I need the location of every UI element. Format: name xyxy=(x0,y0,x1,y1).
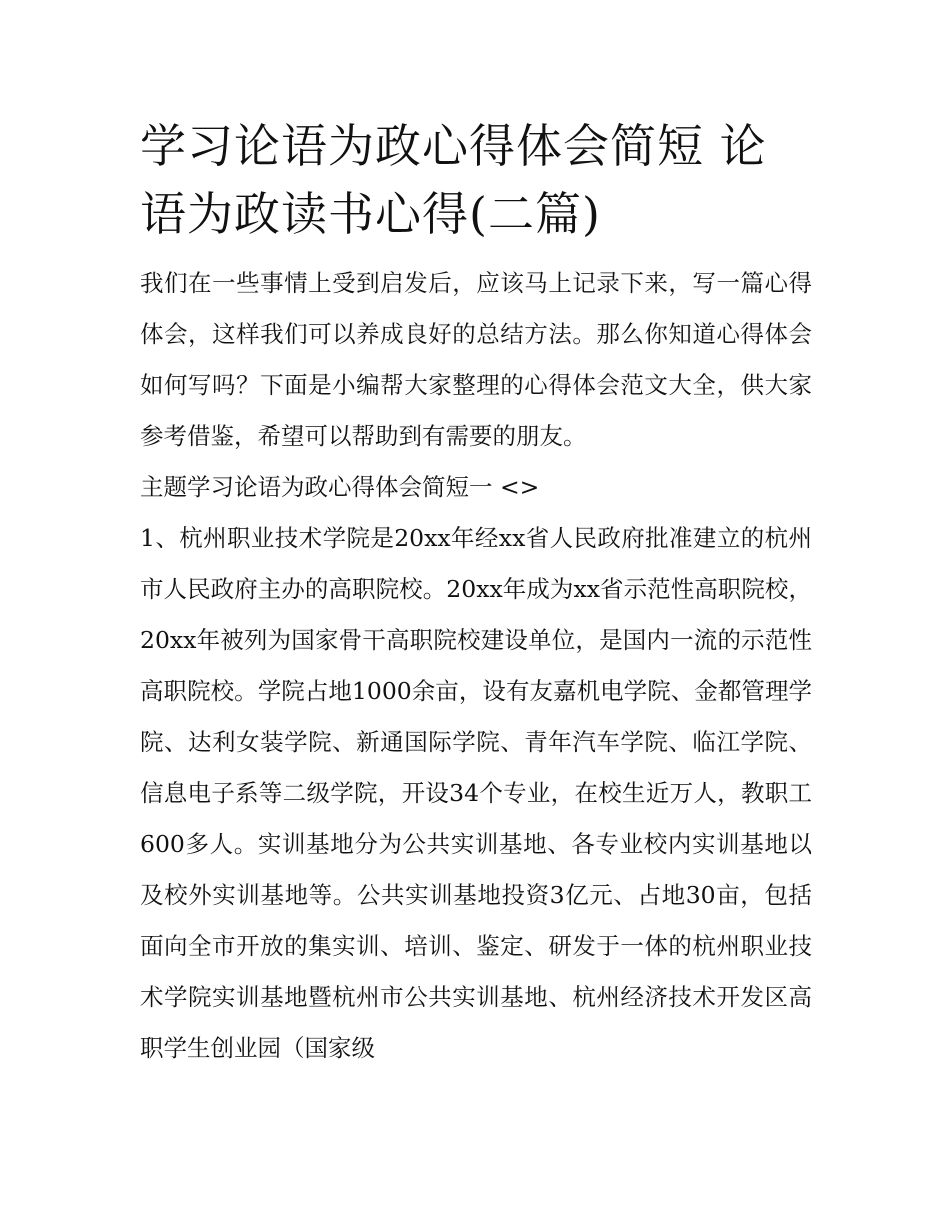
section-heading: 主题学习论语为政心得体会简短一 <> xyxy=(140,473,540,501)
document-page xyxy=(140,112,812,1074)
document-body xyxy=(140,258,812,1074)
intro-paragraph: 我们在一些事情上受到启发后，应该马上记录下来，写一篇心得体会，这样我们可以养成良好的总结方法。那么你知道心得体会如何写吗？下面是小编帮大家整理的心得体会范文大全，供大家参考借鉴，希望可以帮助到有需要的朋友。 xyxy=(140,269,812,450)
body-paragraph-1: 1、杭州职业技术学院是20xx年经xx省人民政府批准建立的杭州市人民政府主办的高职院校。20xx年成为xx省示范性高职院校，20xx年被列为国家骨干高职院校建设单位，是国内一流的示范性高职院校。学院占地1000余亩，设有友嘉机电学院、金都管理学院、达利女装学院、新通国际学院、青年汽车学院、临江学院、信息电子系等二级学院，开设34个专业，在校生近万人，教职工600多人。实训基地分为公共实训基地、各专业校内实训基地以及校外实训基地等。公共实训基地投资3亿元、占地30亩，包括面向全市开放的集实训、培训、鉴定、研发于一体的杭州职业技术学院实训基地暨杭州市公共实训基地、杭州经济技术开发区高职学生创业园（国家级 xyxy=(140,524,812,1062)
document-title: 学习论语为政心得体会简短 论语为政读书心得(二篇) xyxy=(140,119,767,241)
